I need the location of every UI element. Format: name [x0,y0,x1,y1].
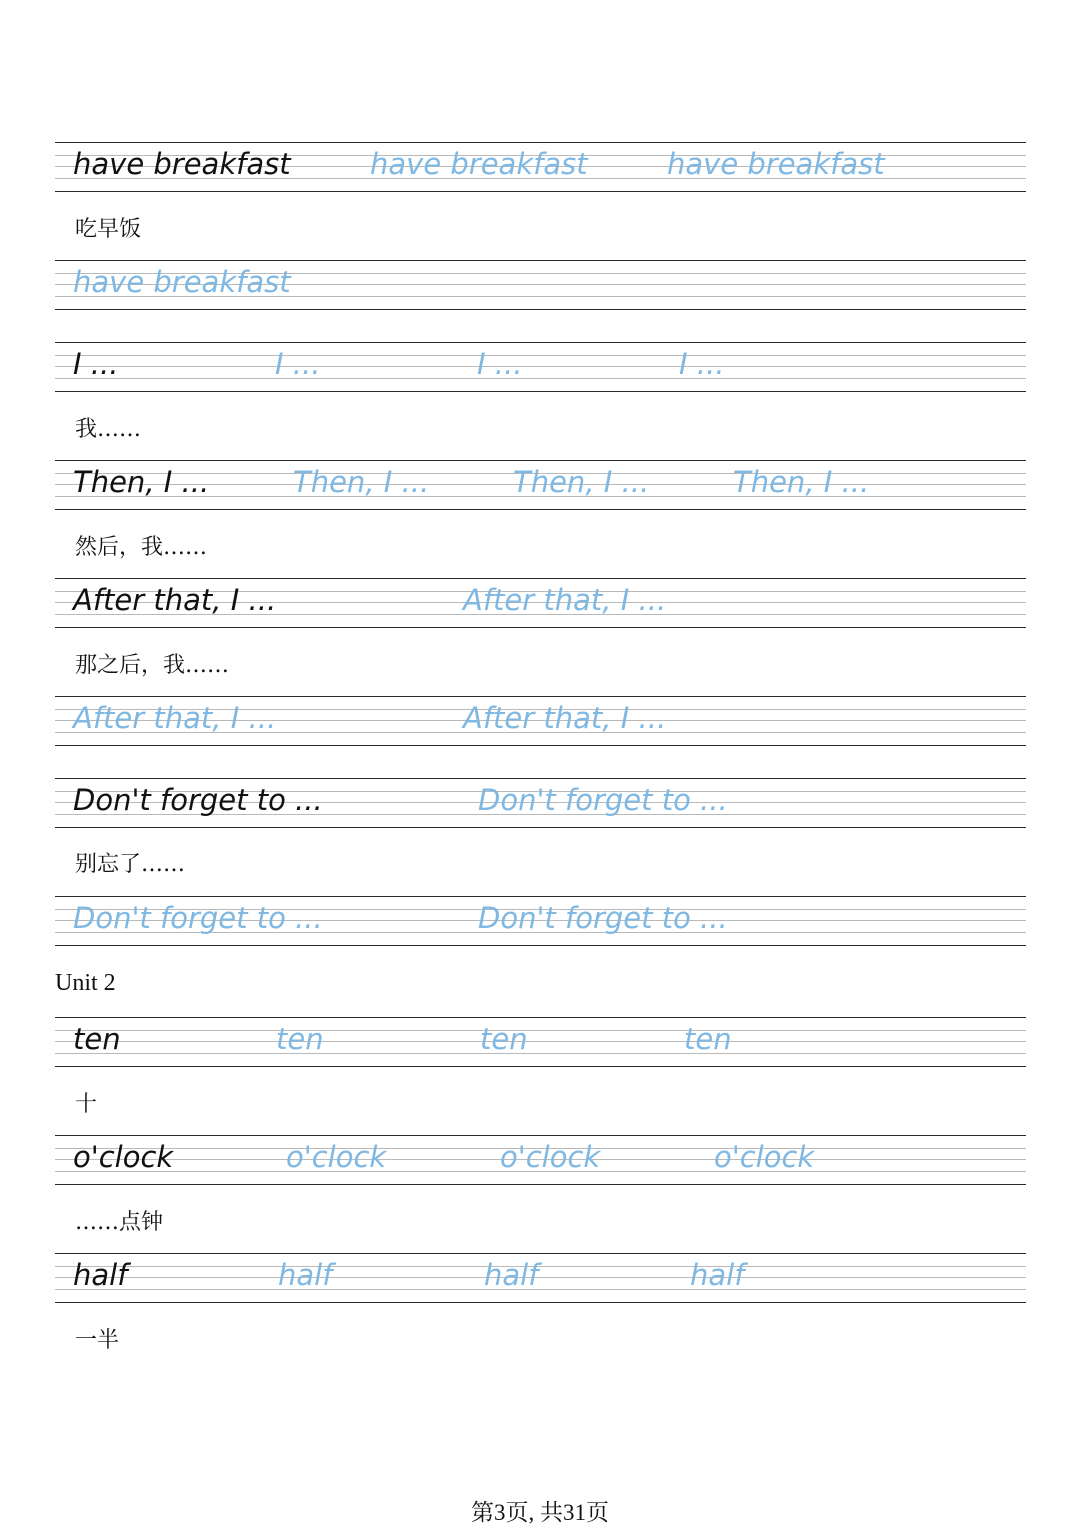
model-word: have breakfast [73,147,291,181]
trace-word: o'clock [286,1140,387,1174]
band-guide-line [55,355,1026,356]
unit-heading: Unit 2 [55,970,116,996]
writing-band [55,142,1026,192]
band-outer-line [55,1066,1026,1067]
band-outer-line [55,945,1026,946]
trace-word: Then, I ... [293,465,430,499]
band-outer-line [55,1184,1026,1185]
band-guide-line [55,1289,1026,1290]
band-outer-line [55,309,1026,310]
trace-word: half [278,1258,333,1292]
writing-band [55,260,1026,310]
band-outer-line [55,191,1026,192]
trace-word: ten [276,1022,324,1056]
model-word: half [73,1258,128,1292]
band-guide-line [55,1053,1026,1054]
band-outer-line [55,1017,1026,1018]
writing-band [55,696,1026,746]
model-word: ten [73,1022,121,1056]
trace-word: half [690,1258,745,1292]
chinese-meaning: 十 [75,1092,98,1117]
trace-word: Don't forget to ... [478,901,728,935]
model-word: o'clock [73,1140,174,1174]
band-outer-line [55,827,1026,828]
page-number-footer: 第3页, 共31页 [471,1500,609,1525]
chinese-meaning: 吃早饭 [75,217,142,242]
writing-band [55,460,1026,510]
chinese-meaning: 我…… [75,417,142,442]
writing-band [55,896,1026,946]
chinese-meaning: 一半 [75,1328,120,1353]
trace-word: Then, I ... [733,465,870,499]
band-guide-line [55,1041,1026,1042]
band-outer-line [55,1135,1026,1136]
writing-band [55,1017,1026,1067]
chinese-meaning: 那之后，我…… [75,653,230,678]
band-outer-line [55,391,1026,392]
trace-word: After that, I ... [463,583,667,617]
model-word: Then, I ... [73,465,210,499]
band-outer-line [55,896,1026,897]
model-word: I ... [73,347,119,381]
trace-word: Don't forget to ... [73,901,323,935]
chinese-meaning: ……点钟 [75,1210,164,1235]
writing-band [55,342,1026,392]
band-guide-line [55,1277,1026,1278]
band-outer-line [55,696,1026,697]
band-outer-line [55,1253,1026,1254]
trace-word: have breakfast [73,265,291,299]
band-outer-line [55,778,1026,779]
trace-word: After that, I ... [463,701,667,735]
trace-word: I ... [275,347,321,381]
writing-band [55,578,1026,628]
trace-word: ten [684,1022,732,1056]
band-guide-line [55,366,1026,367]
band-outer-line [55,627,1026,628]
band-guide-line [55,1030,1026,1031]
chinese-meaning: 别忘了…… [75,852,186,877]
band-outer-line [55,460,1026,461]
trace-word: o'clock [714,1140,815,1174]
trace-word: have breakfast [370,147,588,181]
trace-word: half [484,1258,539,1292]
trace-word: Don't forget to ... [478,783,728,817]
writing-band [55,778,1026,828]
trace-word: Then, I ... [513,465,650,499]
model-word: After that, I ... [73,583,277,617]
band-guide-line [55,1266,1026,1267]
band-outer-line [55,342,1026,343]
band-outer-line [55,509,1026,510]
writing-band [55,1135,1026,1185]
band-outer-line [55,142,1026,143]
band-outer-line [55,260,1026,261]
band-guide-line [55,378,1026,379]
chinese-meaning: 然后，我…… [75,535,208,560]
model-word: Don't forget to ... [73,783,323,817]
trace-word: have breakfast [667,147,885,181]
trace-word: After that, I ... [73,701,277,735]
band-outer-line [55,578,1026,579]
trace-word: I ... [679,347,725,381]
writing-band [55,1253,1026,1303]
trace-word: o'clock [500,1140,601,1174]
band-outer-line [55,1302,1026,1303]
trace-word: I ... [477,347,523,381]
band-outer-line [55,745,1026,746]
trace-word: ten [480,1022,528,1056]
